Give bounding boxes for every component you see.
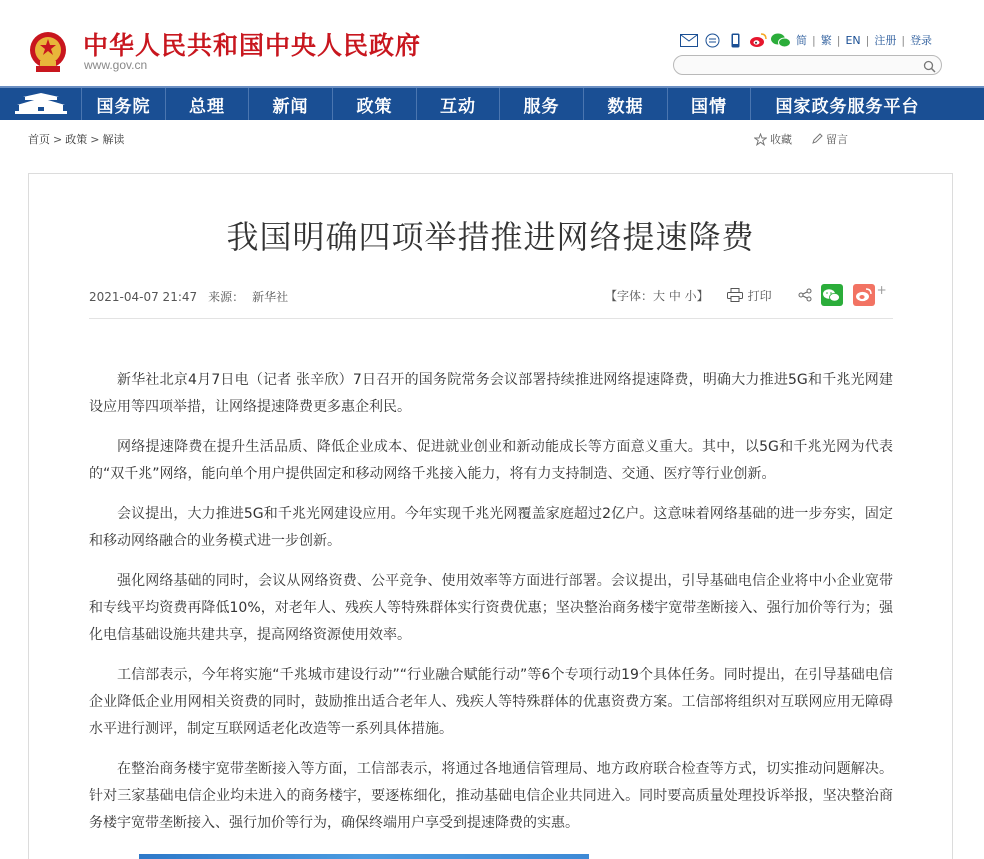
- national-emblem-icon[interactable]: [28, 30, 68, 74]
- breadcrumb: [28, 131, 124, 147]
- article-paragraph: 新华社北京4月7日电（记者 张辛欣）7日召开的国务院常务会议部署持续推进网络提速降费，明确大力推进5G和千兆光网建设应用等四项举措，让网络提速降费更多惠企利民。: [89, 372, 893, 415]
- home-tiananmen-icon[interactable]: [0, 88, 82, 120]
- article-paragraph: 网络提速降费在提升生活品质、降低企业成本、促进就业创业和新动能成长等方面意义重大。其中，以5G和千兆光网为代表的“双千兆”网络，能向单个用户提供固定和移动网络千兆接入能力，将有力支持制造、交通、医疗等行业创新。: [89, 439, 893, 482]
- mobile-icon[interactable]: [725, 32, 745, 49]
- source-label: 来源：: [208, 290, 245, 304]
- breadcrumb-separator: >: [53, 133, 63, 146]
- site-header: [0, 0, 984, 86]
- article-paragraph: 工信部表示，今年将实施“千兆城市建设行动”“行业融合赋能行动”等6个专项行动19个具体任务。同时提出，在引导基础电信企业降低企业用网相关资费的同时，鼓励推出适合老年人、残疾人等特殊群体的优惠资费方案。工信部将组织对互联网应用无障碍水平进行测评，制定互联网适老化改造等一系列具体措施。: [89, 667, 893, 737]
- top-links: [796, 32, 932, 48]
- pencil-icon: [811, 133, 823, 145]
- link-register[interactable]: 注册: [874, 34, 897, 47]
- nav-item-national-conditions[interactable]: 国情: [668, 88, 751, 120]
- separator: |: [812, 34, 816, 47]
- font-size-selector[interactable]: 【字体：大 中 小】: [605, 288, 709, 303]
- more-share-icon[interactable]: +: [876, 283, 887, 297]
- nav-item-interaction[interactable]: 互动: [417, 88, 500, 120]
- breadcrumb-policies[interactable]: 政策: [65, 133, 88, 146]
- rss-icon[interactable]: [702, 32, 722, 49]
- nav-item-services[interactable]: 服务: [500, 88, 584, 120]
- breadcrumb-separator: >: [90, 133, 100, 146]
- favorite-button[interactable]: [754, 131, 792, 147]
- link-simplified[interactable]: 简: [796, 34, 807, 47]
- star-icon: [754, 133, 767, 146]
- separator: |: [836, 34, 841, 47]
- separator: |: [865, 34, 870, 47]
- breadcrumb-interpretation[interactable]: 解读: [102, 133, 125, 146]
- comment-button[interactable]: [811, 131, 848, 147]
- favorite-label: 收藏: [770, 133, 792, 146]
- nav-item-premier[interactable]: 总理: [166, 88, 249, 120]
- site-name[interactable]: 中华人民共和国中央人民政府: [83, 31, 422, 60]
- link-english[interactable]: EN: [845, 34, 861, 47]
- printer-icon: [727, 288, 743, 302]
- article-paragraph: 会议提出，大力推进5G和千兆光网建设应用。今年实现千兆光网覆盖家庭超过2亿户。这意味着网络基础的进一步夯实，固定和移动网络融合的业务模式进一步创新。: [89, 506, 893, 549]
- nav-item-data[interactable]: 数据: [584, 88, 668, 120]
- share-icon[interactable]: [798, 288, 812, 302]
- nav-item-news[interactable]: 新闻: [249, 88, 333, 120]
- separator: |: [901, 34, 906, 47]
- article-body: [89, 367, 893, 850]
- search-input[interactable]: [673, 55, 942, 75]
- source-name: 新华社: [252, 290, 289, 304]
- print-label: 打印: [747, 288, 772, 303]
- link-login[interactable]: 登录: [910, 34, 933, 47]
- search-icon[interactable]: [923, 58, 936, 77]
- article-container: [28, 173, 953, 859]
- top-icon-bar: [679, 31, 794, 49]
- weibo-icon[interactable]: [748, 32, 768, 49]
- nav-item-state-council[interactable]: 国务院: [82, 88, 166, 120]
- weibo-share-icon[interactable]: [853, 284, 875, 306]
- article-paragraph: 在整治商务楼宇宽带垄断接入等方面，工信部表示，将通过各地通信管理局、地方政府联合检查等方式，切实推动问题解决。针对三家基础电信企业均未进入的商务楼宇，要逐栋细化，推动基础电信企业共同进入。同时要高质量处理投诉举报，坚决整治商务楼宇宽带垄断接入、强行加价等行为，确保终端用户享受到提速降费的实惠。: [89, 761, 893, 831]
- link-traditional[interactable]: 繁: [820, 34, 832, 47]
- article-paragraph: 强化网络基础的同时，会议从网络资费、公平竞争、使用效率等方面进行部署。会议提出，引导基础电信企业将中小企业宽带和专线平均资费再降低10%，对老年人、残疾人等特殊群体实行资费优惠；坚决整治商务楼宇宽带垄断接入、强行加价等行为；强化电信基础设施共建共享，提高网络资源使用效率。: [89, 573, 893, 643]
- nav-item-service-platform[interactable]: 国家政务服务平台: [775, 96, 920, 117]
- site-url: www.gov.cn: [84, 58, 148, 72]
- mail-icon[interactable]: [679, 32, 699, 49]
- print-button[interactable]: [727, 287, 772, 304]
- nav-item-policies[interactable]: 政策: [333, 88, 417, 120]
- comment-label: 留言: [826, 133, 848, 146]
- article-image: [139, 854, 589, 859]
- main-nav: [0, 86, 984, 120]
- article-meta: [89, 288, 288, 305]
- breadcrumb-home[interactable]: 首页: [28, 133, 50, 146]
- wechat-icon[interactable]: [771, 32, 791, 49]
- article-title: 我国明确四项举措推进网络提速降费: [226, 218, 755, 256]
- article-tools: [605, 284, 887, 306]
- meta-divider: [89, 318, 893, 319]
- publish-date: 2021-04-07 21:47: [89, 290, 198, 304]
- wechat-share-icon[interactable]: [821, 284, 843, 306]
